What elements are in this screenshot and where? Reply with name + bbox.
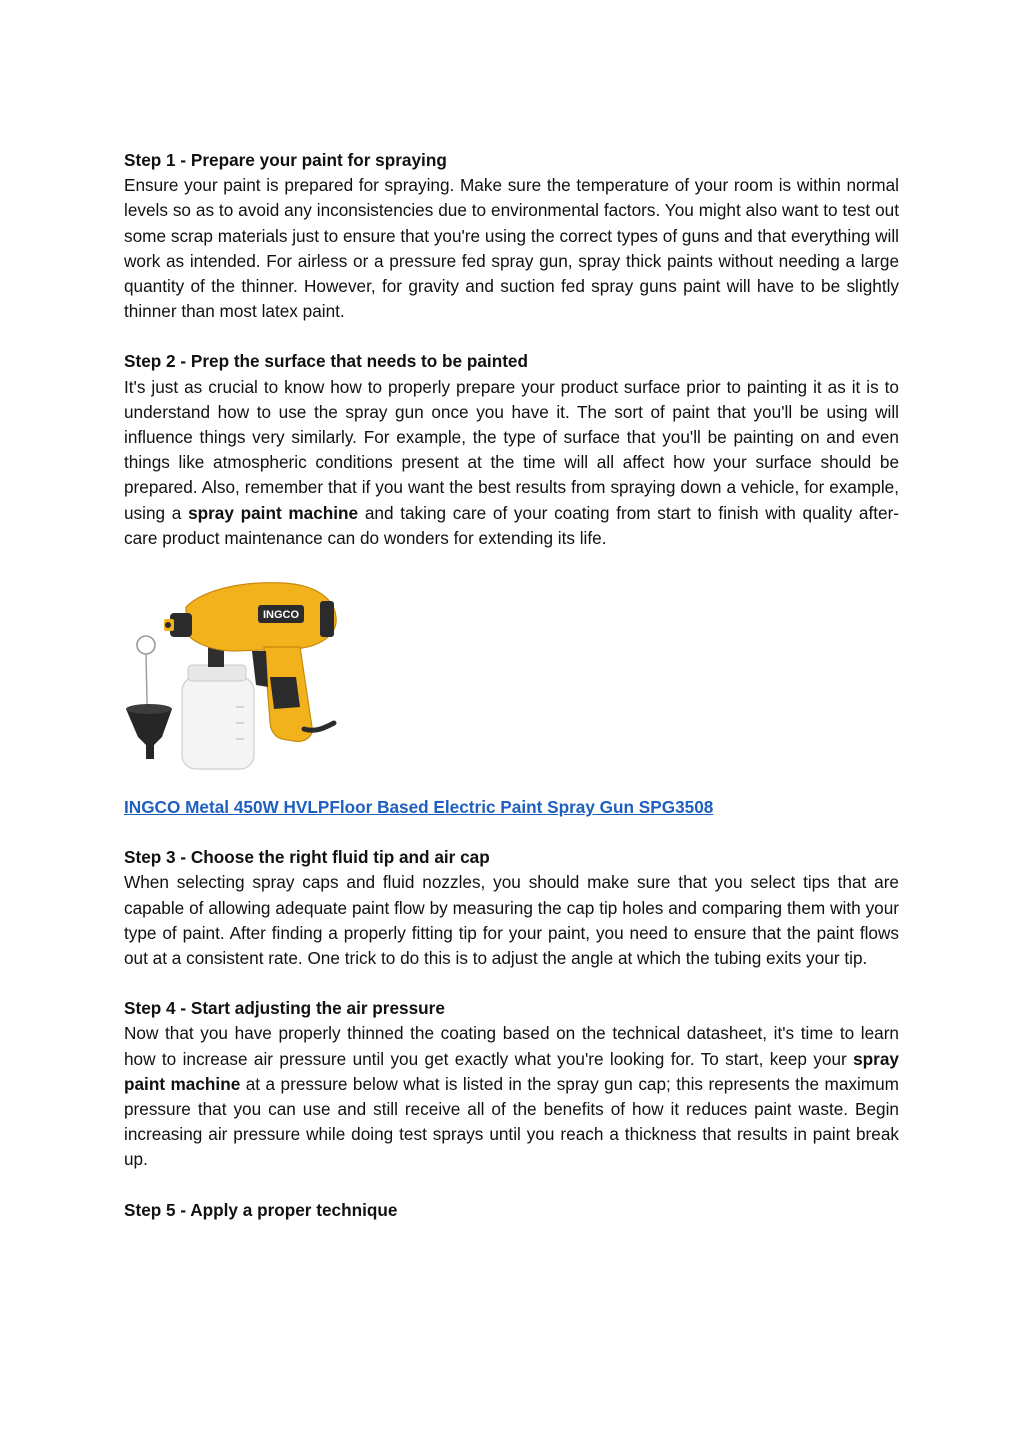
spray-paint-machine-bold: spray paint machine <box>188 502 359 523</box>
ingco-logo-text: INGCO <box>262 609 300 622</box>
step-4-heading: Step 4 - Start adjusting the air pressure <box>124 998 445 1019</box>
step-4-body: Now that you have properly thinned the coating based on the technical datasheet, it's time to learn how to increase air pressure until you get exactly what you're looking for. To start, keep your spray paint machine at a pressure below what is listed in the spray gun cap; this represents the maximum pressure that you can use and still receive all of the benefits of how it reduces paint waste. Begin increasing air pressure while doing test sprays until you reach a thickness that results in paint break up. <box>124 1023 899 1170</box>
step-5-heading: Step 5 - Apply a proper technique <box>124 1199 398 1220</box>
spray-gun-product-image <box>124 577 354 777</box>
step-2-body: It's just as crucial to know how to properly prepare your product surface prior to painting it as it is to understand how to use the spray gun once you have it. The sort of paint that you'll be using will influence things very similarly. For example, the type of surface that you'll be painting on and even things like atmospheric conditions present at the time will all affect how your surface should be prepared. Also, remember that if you want the best results from spraying down a vehicle, for example, using a spray paint machine and taking care of your coating from start to finish with quality after-care product maintenance can do wonders for extending its life. <box>124 376 900 548</box>
step-2-heading: Step 2 - Prep the surface that needs to be painted <box>124 351 528 372</box>
spray-paint-machine-bold: spray paint machine <box>124 1048 899 1094</box>
step-1-body: Ensure your paint is prepared for spraying. Make sure the temperature of your room is within normal levels so as to avoid any inconsistencies due to environmental factors. You might also want to test out some scrap materials just to ensure that you're using the correct types of guns and that everything will work as intended. For airless or a pressure fed spray gun, spray thick paints without needing a large quantity of the thinner. However, for gravity and suction fed spray guns paint will have to be slightly thinner than most latex paint. <box>124 175 899 322</box>
step-1-heading: Step 1 - Prepare your paint for spraying <box>124 150 447 170</box>
step-3-body: When selecting spray caps and fluid nozzles, you should make sure that you select tips that are capable of allowing adequate paint flow by measuring the cap tip holes and comparing them with your type of paint. After finding a properly fitting tip for your paint, you need to ensure that the paint flows out at a consistent rate. One trick to do this is to adjust the angle at which the tubing exits your tip. <box>124 872 899 969</box>
product-link[interactable]: INGCO Metal 450W HVLPFloor Based Electric Paint Spray Gun SPG3508 <box>124 797 714 818</box>
document-page <box>124 148 899 1223</box>
spray-gun-illustration <box>124 577 354 777</box>
step-3-heading: Step 3 - Choose the right fluid tip and air cap <box>124 847 490 868</box>
